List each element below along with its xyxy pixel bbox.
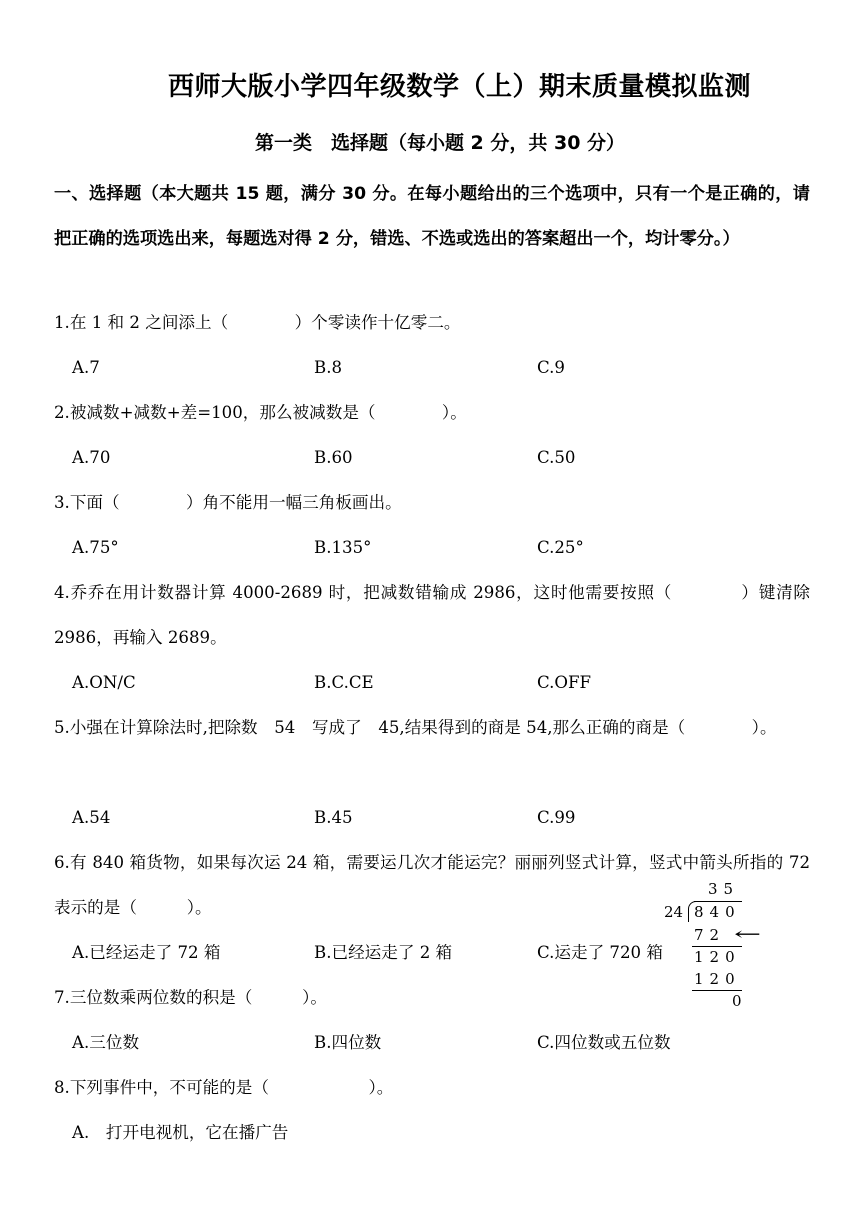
q2-option-b: B.60 (314, 448, 353, 467)
division-dividend: 840 (694, 903, 741, 921)
q1-option-a: A.7 (72, 358, 100, 377)
q7-option-c: C.四位数或五位数 (537, 1033, 671, 1052)
q6-option-c: C.运走了 720 箱 (537, 943, 663, 962)
division-line-1 (692, 946, 742, 947)
q4-option-a: A.ON/C (72, 673, 136, 692)
q7-option-a: A.三位数 (72, 1033, 140, 1052)
q4-option-c: C.OFF (537, 673, 592, 692)
q5-option-c: C.99 (537, 808, 576, 827)
q6-option-b: B.已经运走了 2 箱 (314, 943, 453, 962)
arrow-left-icon: ← (734, 924, 762, 945)
question-3: 3.下面（ ）角不能用一幅三角板画出。 (54, 493, 402, 512)
division-remainder: 0 (732, 992, 748, 1010)
question-7: 7.三位数乘两位数的积是（ ）。 (54, 988, 328, 1007)
q1-option-b: B.8 (314, 358, 343, 377)
division-step-120-sub: 120 (694, 970, 741, 988)
q5-option-a: A.54 (72, 808, 111, 827)
q1-option-c: C.9 (537, 358, 565, 377)
question-5: 5.小强在计算除法时,把除数 54 写成了 45,结果得到的商是 54,那么正确的商是（ ）。 (54, 718, 777, 737)
exam-title: 西师大版小学四年级数学（上）期末质量模拟监测 (168, 72, 752, 102)
question-6: 6.有 840 箱货物，如果每次运 24 箱，需要运几次才能运完？丽丽列竖式计算，竖式中箭头所指的 72 表示的是（ ）。 (54, 853, 810, 917)
question-2: 2.被减数+减数+差=100，那么被减数是（ ）。 (54, 403, 467, 422)
q3-option-a: A.75° (72, 538, 119, 557)
question-8: 8.下列事件中，不可能的是（ ）。 (54, 1078, 394, 1097)
q2-option-a: A.70 (72, 448, 111, 467)
question-4: 4.乔乔在用计数器计算 4000-2689 时，把减数错输成 2986，这时他需要按照（ ）键清除 2986，再输入 2689。 (54, 583, 810, 647)
long-division-figure (660, 880, 760, 1014)
q3-option-b: B.135° (314, 538, 372, 557)
division-step-120: 120 (694, 948, 741, 966)
division-bar (694, 901, 742, 902)
q6-option-a: A.已经运走了 72 箱 (72, 943, 221, 962)
division-quotient: 35 (708, 880, 740, 898)
q5-option-b: B.45 (314, 808, 353, 827)
q8-option-a: A. 打开电视机，它在播广告 (72, 1123, 289, 1142)
q3-option-c: C.25° (537, 538, 584, 557)
instructions: 一、选择题（本大题共 15 题，满分 30 分。在每小题给出的三个选项中，只有一个是正确的，请把正确的选项选出来，每题选对得 2 分，错选、不选或选出的答案超出一个，均计零分。） (54, 184, 810, 249)
question-1: 1.在 1 和 2 之间添上（ ）个零读作十亿零二。 (54, 313, 461, 332)
division-line-2 (692, 990, 742, 991)
q2-option-c: C.50 (537, 448, 576, 467)
division-step-72: 72 (694, 926, 726, 944)
section-heading: 第一类 选择题（每小题 2 分，共 30 分） (254, 132, 626, 154)
division-divisor: 24 (664, 903, 684, 921)
q4-option-b: B.C.CE (314, 673, 374, 692)
q7-option-b: B.四位数 (314, 1033, 382, 1052)
